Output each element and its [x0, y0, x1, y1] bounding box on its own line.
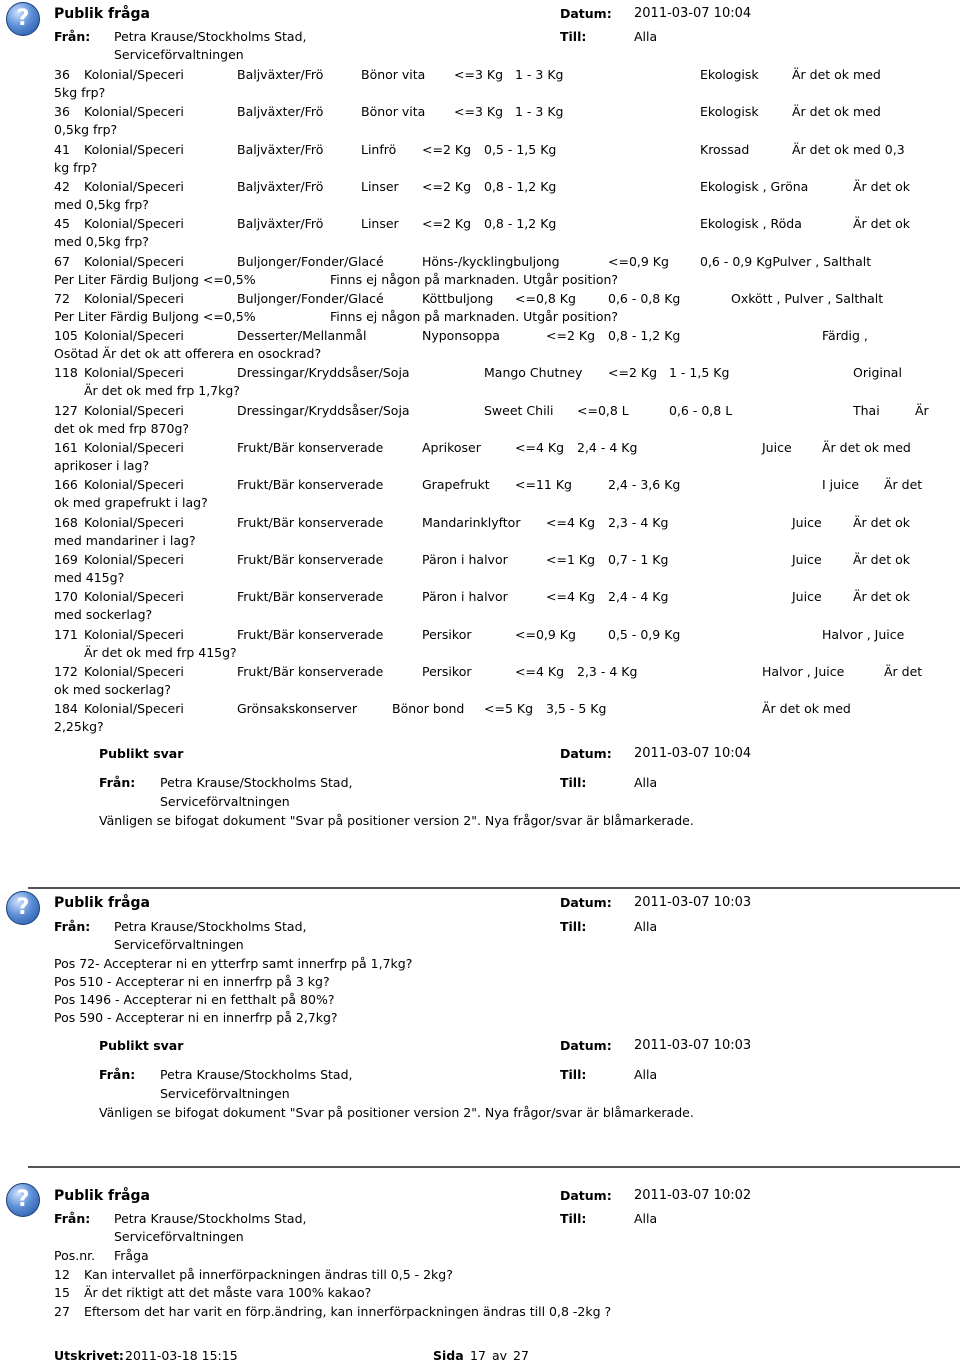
row-subcategory: Frukt/Bär konserverade	[237, 477, 384, 492]
row-pos: 36	[54, 67, 70, 82]
row-question: Är det	[884, 664, 923, 679]
row-question-cont: med sockerlag?	[54, 607, 153, 622]
row-weight-range: 2,4 - 4 Kg	[577, 440, 638, 455]
row-question-cont: det ok med frp 870g?	[54, 421, 190, 436]
question-icon	[6, 891, 40, 925]
row-weight-max: <=0,9 Kg	[515, 627, 576, 642]
row-attribute: Oxkött , Pulver , Salthalt	[731, 291, 884, 306]
row-weight-max: <=3 Kg	[454, 67, 504, 82]
row-question: Är det ok	[853, 515, 911, 530]
row-product: Mango Chutney	[484, 365, 583, 380]
row-weight-range: 1 - 3 Kg	[515, 67, 564, 82]
row-attribute: Ekologisk , Gröna	[700, 179, 809, 194]
row-pos: 42	[54, 179, 70, 194]
row-attribute: Juice	[792, 552, 822, 567]
row-pos: 45	[54, 216, 70, 231]
block2-datum-label: Datum:	[560, 895, 612, 910]
row-weight-range: 1 - 3 Kg	[515, 104, 564, 119]
block2-answer-from-label: Från:	[99, 1067, 136, 1082]
footer-printed-value: 2011-03-18 15:15	[125, 1348, 238, 1363]
row-product: Sweet Chili	[484, 403, 554, 418]
footer-page-of: av	[492, 1348, 508, 1363]
block3-from-org: Serviceförvaltningen	[114, 1229, 244, 1244]
row-category: Kolonial/Speceri	[84, 403, 184, 418]
block1-from-org: Serviceförvaltningen	[114, 47, 244, 62]
block1-from-name: Petra Krause/Stockholms Stad,	[114, 29, 307, 44]
row-subcategory: Frukt/Bär konserverade	[237, 589, 384, 604]
divider	[28, 887, 960, 889]
row-product: Persikor	[422, 627, 472, 642]
block3-row-pos: 27	[54, 1304, 70, 1319]
row-category: Kolonial/Speceri	[84, 477, 184, 492]
row-question: Är det ok	[853, 589, 911, 604]
row-weight-max: <=5 Kg	[484, 701, 534, 716]
row-pos: 166	[54, 477, 78, 492]
row-question: Är det	[884, 477, 923, 492]
row-attribute: Thai	[853, 403, 880, 418]
footer-printed-label: Utskrivet:	[54, 1348, 124, 1363]
row-category: Kolonial/Speceri	[84, 328, 184, 343]
row-attribute: Original	[853, 365, 902, 380]
row-question-cont: Är det ok med frp 1,7kg?	[84, 383, 240, 398]
row-category: Kolonial/Speceri	[84, 552, 184, 567]
block3-row-pos: 15	[54, 1285, 70, 1300]
row-question-cont: med 0,5kg frp?	[54, 234, 149, 249]
row-product: Nyponsoppa	[422, 328, 500, 343]
block3-row-text: Kan intervallet på innerförpackningen ändras till 0,5 - 2kg?	[84, 1267, 453, 1282]
row-product: Höns-/kycklingbuljong	[422, 254, 560, 269]
row-question: Är det ok med	[762, 701, 851, 716]
row-product: Persikor	[422, 664, 472, 679]
row-question-cont: Osötad Är det ok att offerera en osockrad?	[54, 346, 322, 361]
row-product: Päron i halvor	[422, 552, 508, 567]
row-category: Kolonial/Speceri	[84, 67, 184, 82]
row-subcategory: Buljonger/Fonder/Glacé	[237, 254, 384, 269]
row-question-cont: med mandariner i lag?	[54, 533, 196, 548]
row-pos: 168	[54, 515, 78, 530]
block2-answer-title: Publikt svar	[99, 1038, 184, 1053]
row-product: Bönor bond	[392, 701, 465, 716]
row-weight-max: <=2 Kg	[422, 179, 472, 194]
row-weight-range: 0,8 - 1,2 Kg	[484, 216, 557, 231]
row-weight-range: 0,6 - 0,8 Kg	[608, 291, 681, 306]
row-subcategory: Frukt/Bär konserverade	[237, 440, 384, 455]
block1-title: Publik fråga	[54, 6, 150, 22]
row-weight-range: 0,6 - 0,9 KgPulver , Salthalt	[700, 254, 872, 269]
row-attribute: Juice	[792, 515, 822, 530]
row-pos: 184	[54, 701, 78, 716]
row-category: Kolonial/Speceri	[84, 589, 184, 604]
row-subcategory: Baljväxter/Frö	[237, 104, 324, 119]
row-pos: 118	[54, 365, 78, 380]
row-question-cont: med 0,5kg frp?	[54, 197, 149, 212]
row-question-cont: Per Liter Färdig Buljong <=0,5%	[54, 309, 256, 324]
row-category: Kolonial/Speceri	[84, 216, 184, 231]
row-category: Kolonial/Speceri	[84, 291, 184, 306]
divider	[28, 1166, 960, 1168]
row-question: Är det ok med	[792, 104, 881, 119]
row-category: Kolonial/Speceri	[84, 142, 184, 157]
footer-page-total: 27	[513, 1348, 529, 1363]
row-attribute: I juice	[822, 477, 860, 492]
row-question: Är det ok	[853, 216, 911, 231]
block1-answer-from-label: Från:	[99, 775, 136, 790]
row-weight-max: <=1 Kg	[546, 552, 596, 567]
block2-to-value: Alla	[634, 919, 658, 934]
block1-answer-text: Vänligen se bifogat dokument "Svar på positioner version 2". Nya frågor/svar är blåmarkerade.	[99, 813, 694, 828]
row-product: Linfrö	[361, 142, 397, 157]
row-question: Är det ok med	[792, 67, 881, 82]
row-attribute: Juice	[762, 440, 792, 455]
row-product: Mandarinklyftor	[422, 515, 521, 530]
question-icon	[6, 2, 40, 36]
block3-fraga-header: Fråga	[114, 1248, 149, 1263]
row-question: Är	[915, 403, 929, 418]
row-subcategory: Baljväxter/Frö	[237, 179, 324, 194]
block2-line: Pos 510 - Accepterar ni en innerfrp på 3 kg?	[54, 974, 330, 989]
block1-answer-from-name: Petra Krause/Stockholms Stad,	[160, 775, 353, 790]
row-subcategory: Dressingar/Kryddsåser/Soja	[237, 403, 410, 418]
block3-to-label: Till:	[560, 1211, 587, 1226]
row-weight-range: 2,4 - 4 Kg	[608, 589, 669, 604]
block2-answer-to-value: Alla	[634, 1067, 658, 1082]
row-weight-range: 0,5 - 1,5 Kg	[484, 142, 557, 157]
block2-line: Pos 590 - Accepterar ni en innerfrp på 2,7kg?	[54, 1010, 338, 1025]
block1-answer-datum-label: Datum:	[560, 746, 612, 761]
block2-from-org: Serviceförvaltningen	[114, 937, 244, 952]
row-subcategory: Baljväxter/Frö	[237, 142, 324, 157]
row-category: Kolonial/Speceri	[84, 701, 184, 716]
row-question-cont: ok med sockerlag?	[54, 682, 171, 697]
row-pos: 170	[54, 589, 78, 604]
row-attribute: Ekologisk	[700, 67, 759, 82]
row-question: Är det ok med 0,3	[792, 142, 905, 157]
row-pos: 41	[54, 142, 70, 157]
row-category: Kolonial/Speceri	[84, 664, 184, 679]
row-pos: 171	[54, 627, 78, 642]
footer-page-label: Sida	[433, 1348, 464, 1363]
row-subcategory: Frukt/Bär konserverade	[237, 552, 384, 567]
block1-datum-value: 2011-03-07 10:04	[634, 6, 752, 21]
row-attribute: Halvor , Juice	[762, 664, 845, 679]
row-category: Kolonial/Speceri	[84, 365, 184, 380]
row-weight-max: <=11 Kg	[515, 477, 572, 492]
row-question: Är det ok med	[822, 440, 911, 455]
row-weight-max: <=2 Kg	[422, 142, 472, 157]
row-product: Linser	[361, 216, 399, 231]
block3-from-name: Petra Krause/Stockholms Stad,	[114, 1211, 307, 1226]
row-weight-range: 0,6 - 0,8 L	[669, 403, 733, 418]
row-pos: 72	[54, 291, 70, 306]
row-attribute: Färdig ,	[822, 328, 868, 343]
row-weight-max: <=2 Kg	[608, 365, 658, 380]
block3-row-text: Är det riktigt att det måste vara 100% kakao?	[84, 1285, 372, 1300]
block2-answer-from-org: Serviceförvaltningen	[160, 1086, 290, 1101]
block2-answer-to-label: Till:	[560, 1067, 587, 1082]
block1-from-label: Från:	[54, 29, 91, 44]
row-subcategory: Frukt/Bär konserverade	[237, 515, 384, 530]
row-attribute: Juice	[792, 589, 822, 604]
row-subcategory: Grönsakskonserver	[237, 701, 357, 716]
block1-answer-to-value: Alla	[634, 775, 658, 790]
row-weight-max: <=0,9 Kg	[608, 254, 669, 269]
row-weight-range: 2,3 - 4 Kg	[577, 664, 638, 679]
row-weight-range: 3,5 - 5 Kg	[546, 701, 607, 716]
row-product: Päron i halvor	[422, 589, 508, 604]
row-weight-max: <=3 Kg	[454, 104, 504, 119]
row-category: Kolonial/Speceri	[84, 179, 184, 194]
block3-row-text: Eftersom det har varit en förp.ändring, kan innerförpackningen ändras till 0,8 -2kg ?	[84, 1304, 612, 1319]
block3-datum-value: 2011-03-07 10:02	[634, 1188, 752, 1203]
row-weight-max: <=4 Kg	[546, 589, 596, 604]
row-question-cont: Är det ok med frp 415g?	[84, 645, 237, 660]
row-pos: 161	[54, 440, 78, 455]
block1-datum-label: Datum:	[560, 6, 612, 21]
row-product: Bönor vita	[361, 104, 426, 119]
block3-title: Publik fråga	[54, 1188, 150, 1204]
row-question-cont2: Finns ej någon på marknaden. Utgår position?	[330, 309, 619, 324]
row-category: Kolonial/Speceri	[84, 104, 184, 119]
row-weight-range: 1 - 1,5 Kg	[669, 365, 730, 380]
block2-answer-from-name: Petra Krause/Stockholms Stad,	[160, 1067, 353, 1082]
block1-answer-from-org: Serviceförvaltningen	[160, 794, 290, 809]
row-pos: 36	[54, 104, 70, 119]
row-pos: 105	[54, 328, 78, 343]
block2-to-label: Till:	[560, 919, 587, 934]
row-weight-max: <=0,8 Kg	[515, 291, 576, 306]
footer-page-number: 17	[470, 1348, 486, 1363]
row-subcategory: Baljväxter/Frö	[237, 216, 324, 231]
row-subcategory: Buljonger/Fonder/Glacé	[237, 291, 384, 306]
row-category: Kolonial/Speceri	[84, 515, 184, 530]
block2-answer-datum-label: Datum:	[560, 1038, 612, 1053]
row-subcategory: Dressingar/Kryddsåser/Soja	[237, 365, 410, 380]
row-product: Grapefrukt	[422, 477, 490, 492]
row-question-cont: 0,5kg frp?	[54, 122, 118, 137]
block3-posnr-header: Pos.nr.	[54, 1248, 96, 1263]
block2-title: Publik fråga	[54, 895, 150, 911]
row-attribute: Krossad	[700, 142, 750, 157]
row-weight-range: 0,5 - 0,9 Kg	[608, 627, 681, 642]
row-category: Kolonial/Speceri	[84, 627, 184, 642]
row-product: Köttbuljong	[422, 291, 494, 306]
row-weight-range: 0,8 - 1,2 Kg	[608, 328, 681, 343]
row-pos: 67	[54, 254, 70, 269]
block2-datum-value: 2011-03-07 10:03	[634, 895, 752, 910]
row-question: Är det ok	[853, 179, 911, 194]
row-weight-range: 0,7 - 1 Kg	[608, 552, 669, 567]
question-icon	[6, 1183, 40, 1217]
block2-from-name: Petra Krause/Stockholms Stad,	[114, 919, 307, 934]
block3-row-pos: 12	[54, 1267, 70, 1282]
row-weight-max: <=2 Kg	[546, 328, 596, 343]
block1-answer-to-label: Till:	[560, 775, 587, 790]
row-pos: 169	[54, 552, 78, 567]
row-weight-range: 0,8 - 1,2 Kg	[484, 179, 557, 194]
row-weight-max: <=0,8 L	[577, 403, 629, 418]
row-subcategory: Desserter/Mellanmål	[237, 328, 367, 343]
row-weight-range: 2,4 - 3,6 Kg	[608, 477, 681, 492]
block2-answer-text: Vänligen se bifogat dokument "Svar på positioner version 2". Nya frågor/svar är blåmarkerade.	[99, 1105, 694, 1120]
row-attribute: Ekologisk , Röda	[700, 216, 802, 231]
row-product: Linser	[361, 179, 399, 194]
block2-line: Pos 1496 - Accepterar ni en fetthalt på 80%?	[54, 992, 335, 1007]
row-pos: 127	[54, 403, 78, 418]
row-question-cont: med 415g?	[54, 570, 125, 585]
block3-datum-label: Datum:	[560, 1188, 612, 1203]
block1-answer-datum-value: 2011-03-07 10:04	[634, 746, 752, 761]
row-attribute: Halvor , Juice	[822, 627, 905, 642]
row-weight-max: <=4 Kg	[515, 440, 565, 455]
row-question-cont: aprikoser i lag?	[54, 458, 150, 473]
row-question-cont: Per Liter Färdig Buljong <=0,5%	[54, 272, 256, 287]
row-product: Aprikoser	[422, 440, 481, 455]
row-question-cont2: Finns ej någon på marknaden. Utgår position?	[330, 272, 619, 287]
block2-line: Pos 72- Accepterar ni en ytterfrp samt innerfrp på 1,7kg?	[54, 956, 413, 971]
row-question-cont: 5kg frp?	[54, 85, 106, 100]
row-weight-range: 2,3 - 4 Kg	[608, 515, 669, 530]
row-question-cont: 2,25kg?	[54, 719, 104, 734]
row-question-cont: ok med grapefrukt i lag?	[54, 495, 208, 510]
row-question-cont: kg frp?	[54, 160, 98, 175]
row-subcategory: Baljväxter/Frö	[237, 67, 324, 82]
row-question: Är det ok	[853, 552, 911, 567]
row-subcategory: Frukt/Bär konserverade	[237, 627, 384, 642]
block1-answer-title: Publikt svar	[99, 746, 184, 761]
row-attribute: Ekologisk	[700, 104, 759, 119]
block2-from-label: Från:	[54, 919, 91, 934]
row-pos: 172	[54, 664, 78, 679]
row-category: Kolonial/Speceri	[84, 440, 184, 455]
row-weight-max: <=2 Kg	[422, 216, 472, 231]
block3-to-value: Alla	[634, 1211, 658, 1226]
block1-to-value: Alla	[634, 29, 658, 44]
row-subcategory: Frukt/Bär konserverade	[237, 664, 384, 679]
row-weight-max: <=4 Kg	[515, 664, 565, 679]
row-category: Kolonial/Speceri	[84, 254, 184, 269]
block3-from-label: Från:	[54, 1211, 91, 1226]
block1-to-label: Till:	[560, 29, 587, 44]
row-product: Bönor vita	[361, 67, 426, 82]
row-weight-max: <=4 Kg	[546, 515, 596, 530]
block2-answer-datum-value: 2011-03-07 10:03	[634, 1038, 752, 1053]
